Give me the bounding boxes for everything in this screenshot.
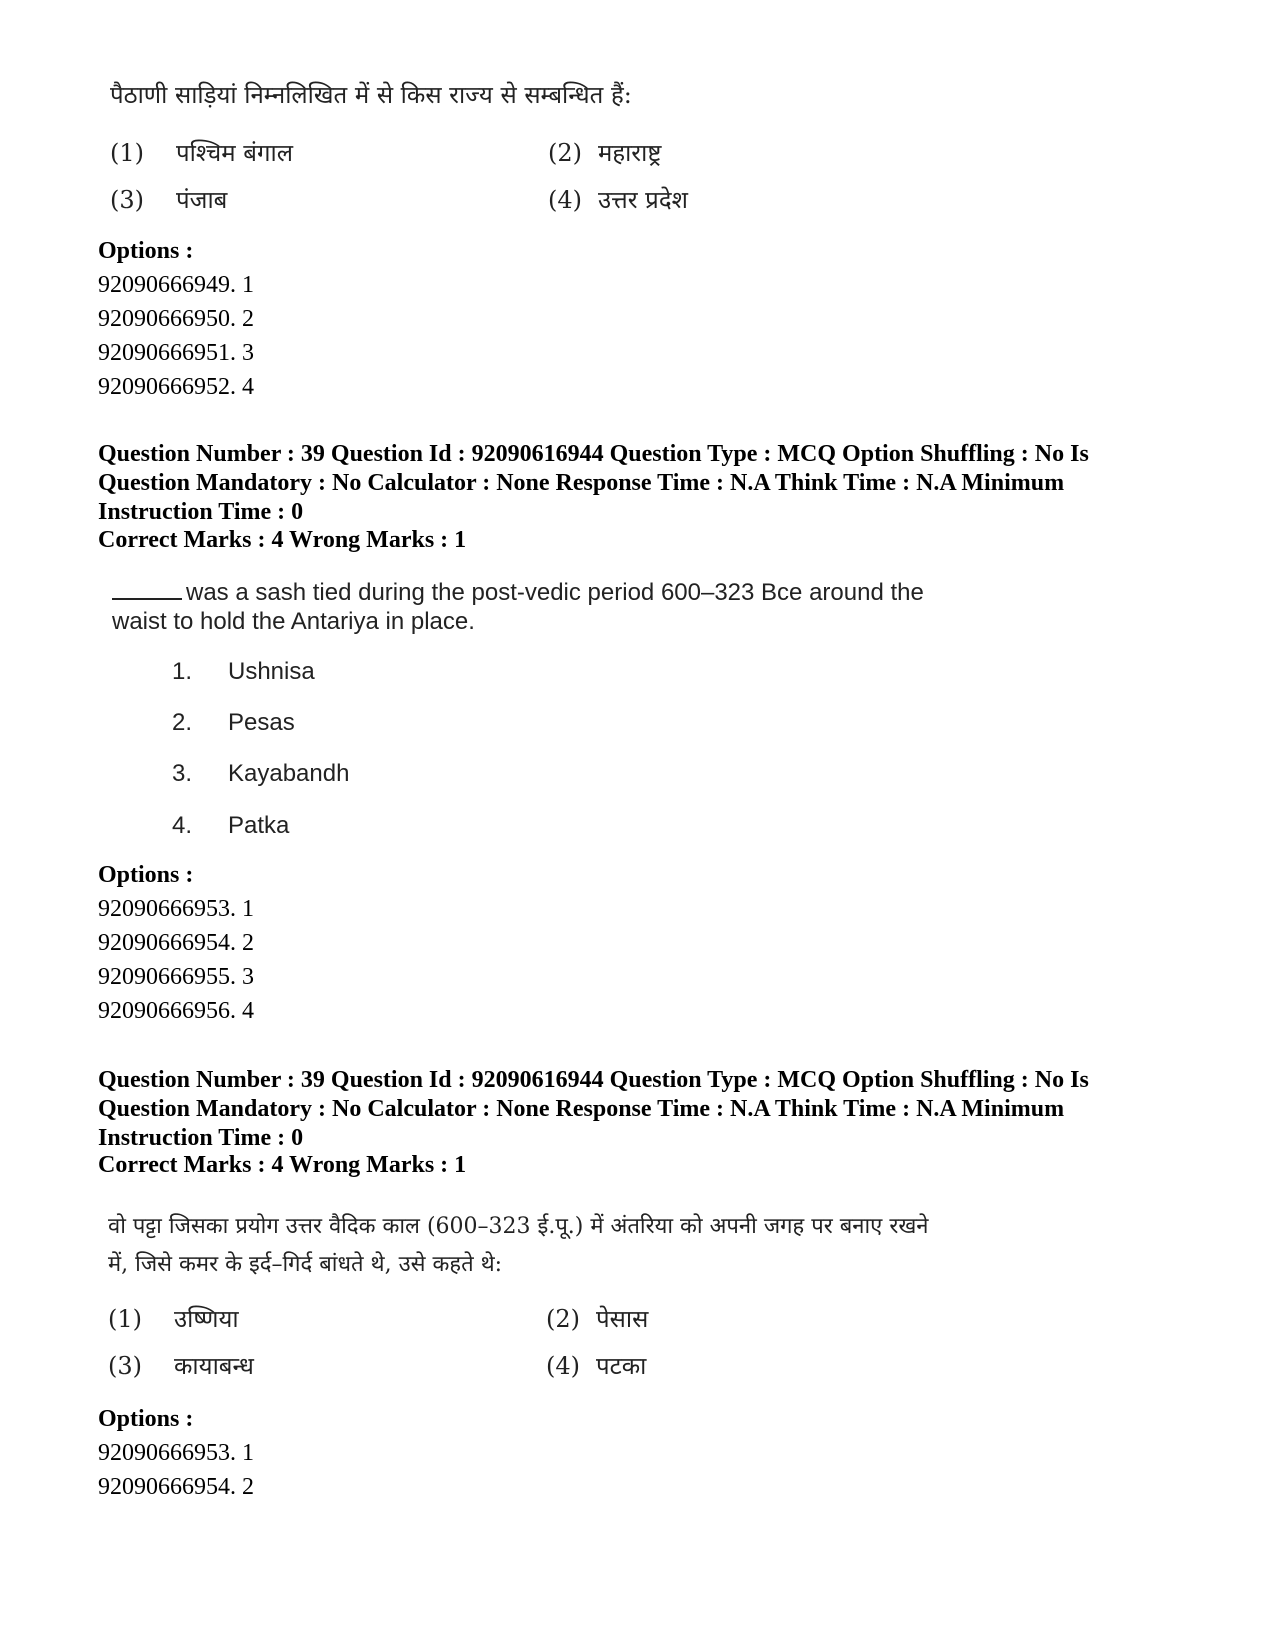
q2-option-4: 92090666956. 4: [98, 998, 254, 1024]
q3-choice-2-text: पेसास: [596, 1305, 649, 1333]
q2-option-3: 92090666955. 3: [98, 964, 254, 990]
q1-choice-3-text: पंजाब: [176, 186, 228, 214]
q3-choice-4-number: (4): [546, 1352, 580, 1380]
q3-option-1: 92090666953. 1: [98, 1440, 254, 1466]
q2-option-1: 92090666953. 1: [98, 896, 254, 922]
q2-choice-1-text: Ushnisa: [228, 658, 315, 685]
q2-choice-1: [172, 658, 315, 686]
q1-choice-4-text: उत्तर प्रदेश: [598, 186, 688, 214]
q3-choice-4-text: पटका: [596, 1352, 647, 1380]
q1-question-text: पैठाणी साड़ियां निम्नलिखित में से किस राज्य से सम्बन्धित हैं:: [110, 81, 632, 109]
q2-choice-1-number: 1.: [172, 658, 193, 685]
q3-meta-line-1: Question Number : 39 Question Id : 92090616944 Question Type : MCQ Option Shuffling : No Is: [98, 1067, 1089, 1093]
q3-choice-2: [546, 1302, 648, 1335]
q2-question-line-1: was a sash tied during the post-vedic period 600–323 Bce around the: [186, 579, 924, 606]
q2-marks: Correct Marks : 4 Wrong Marks : 1: [98, 527, 467, 553]
q1-choice-3: [110, 183, 227, 216]
q1-option-3: 92090666951. 3: [98, 340, 254, 366]
q3-question-line-2: में, जिसे कमर के इर्द–गिर्द बांधते थे, उसे कहते थे:: [108, 1252, 503, 1277]
q1-choice-2-text: महाराष्ट्र: [598, 139, 662, 167]
q1-option-4: 92090666952. 4: [98, 374, 254, 400]
q1-choice-2: [548, 136, 661, 169]
q2-choice-2-text: Pesas: [228, 709, 295, 736]
q3-choice-3-number: (3): [108, 1352, 142, 1380]
q3-option-2: 92090666954. 2: [98, 1474, 254, 1500]
q2-choice-4-number: 4.: [172, 812, 193, 839]
q3-options-label: Options :: [98, 1406, 194, 1432]
q2-choice-4-text: Patka: [228, 812, 290, 839]
q3-choice-3-text: कायाबन्ध: [174, 1352, 254, 1380]
q2-choice-3-number: 3.: [172, 760, 193, 787]
q1-choice-1: [110, 136, 293, 169]
q2-choice-3: [172, 760, 349, 788]
q2-metadata: [98, 440, 1198, 527]
q3-meta-line-2: Question Mandatory : No Calculator : None Response Time : N.A Think Time : N.A Minimum: [98, 1096, 1065, 1122]
q3-marks: Correct Marks : 4 Wrong Marks : 1: [98, 1152, 467, 1178]
q1-choice-3-number: (3): [110, 186, 144, 214]
q1-choice-4: [548, 183, 688, 216]
q2-question-line-2: waist to hold the Antariya in place.: [112, 608, 475, 635]
q1-options-label: Options :: [98, 238, 194, 264]
q2-choice-3-text: Kayabandh: [228, 760, 350, 787]
q3-metadata: [98, 1066, 1198, 1153]
q3-choice-3: [108, 1349, 254, 1382]
q2-options: [98, 858, 254, 1028]
q2-choice-4: [172, 812, 289, 840]
q2-meta-line-1: Question Number : 39 Question Id : 92090616944 Question Type : MCQ Option Shuffling : No Is: [98, 441, 1089, 467]
q1-choice-2-number: (2): [548, 139, 582, 167]
q2-blank: [112, 580, 182, 600]
q2-meta-line-3: Instruction Time : 0: [98, 499, 304, 525]
q2-choice-2-number: 2.: [172, 709, 193, 736]
q1-choice-1-number: (1): [110, 139, 144, 167]
q3-question-line-1: वो पट्टा जिसका प्रयोग उत्तर वैदिक काल (600–323 ई.पू.) में अंतरिया को अपनी जगह पर बनाए रखने: [108, 1214, 929, 1239]
q1-option-2: 92090666950. 2: [98, 306, 254, 332]
q3-options: [98, 1402, 254, 1504]
q3-choice-1: [108, 1302, 239, 1335]
q3-choice-1-text: उष्णिया: [174, 1305, 239, 1333]
q2-question-text: [112, 578, 924, 636]
q3-question-text: [108, 1208, 929, 1284]
q3-meta-line-3: Instruction Time : 0: [98, 1125, 304, 1151]
q1-option-1: 92090666949. 1: [98, 272, 254, 298]
q3-choice-1-number: (1): [108, 1305, 142, 1333]
q1-choice-4-number: (4): [548, 186, 582, 214]
q3-choice-4: [546, 1349, 646, 1382]
q2-options-label: Options :: [98, 862, 194, 888]
q2-choice-2: [172, 709, 295, 737]
q1-choice-1-text: पश्चिम बंगाल: [176, 139, 293, 167]
q1-options: [98, 234, 254, 404]
q3-choice-2-number: (2): [546, 1305, 580, 1333]
q2-option-2: 92090666954. 2: [98, 930, 254, 956]
q2-meta-line-2: Question Mandatory : No Calculator : None Response Time : N.A Think Time : N.A Minimum: [98, 470, 1065, 496]
